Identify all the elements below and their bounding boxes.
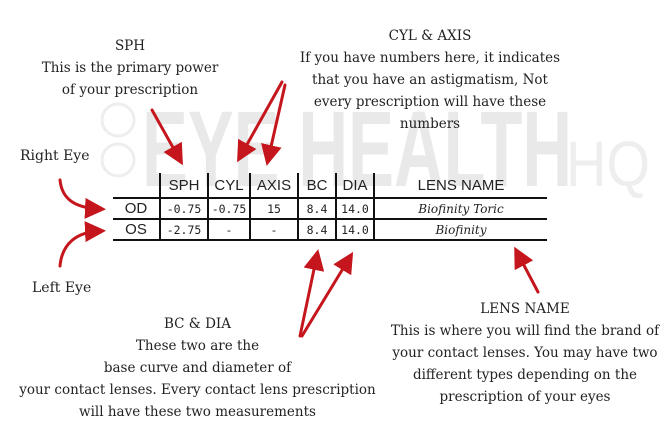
cell-lens-name: Biofinity [374,219,547,240]
header-axis: AXIS [250,173,298,198]
lens-name-callout-line: prescription of your eyes [439,389,611,405]
left-eye-label: Left Eye [32,280,92,296]
cell-axis: - [250,219,298,240]
header-dia: DIA [336,173,374,198]
bc-dia-callout [0,313,395,423]
cell-cyl: - [208,219,250,240]
glasses-outline-icon [102,104,134,176]
cell-cyl: -0.75 [208,198,250,219]
cyl-axis-callout-title: CYL & AXIS [388,28,472,44]
table-corner-cell [113,173,160,198]
table-row-os [113,219,547,240]
cell-bc: 8.4 [298,219,336,240]
header-lens-name: LENS NAME [374,173,547,198]
bc-dia-callout-line: These two are the [135,338,260,354]
sph-callout [30,35,230,101]
bc-dia-callout-line: your contact lenses. Every contact lens prescription [19,382,376,398]
cell-sph: -0.75 [160,198,208,219]
cyl-axis-callout-line: numbers [399,116,461,132]
cell-axis: 15 [250,198,298,219]
right-eye-label: Right Eye [20,148,90,164]
cell-lens-name: Biofinity Toric [374,198,547,219]
header-cyl: CYL [208,173,250,198]
lens-name-callout-line: different types depending on the [412,367,638,383]
sph-callout-line: of your prescription [61,82,199,98]
bc-dia-callout-title: BC & DIA [163,316,231,332]
sph-callout-line: This is the primary power [41,60,219,76]
sph-callout-title: SPH [114,38,146,54]
cell-dia: 14.0 [336,219,374,240]
header-sph: SPH [160,173,208,198]
header-bc: BC [298,173,336,198]
prescription-table [113,173,547,241]
lens-name-callout [375,298,672,408]
watermark-brand-text: EYE HEALTH [142,88,572,209]
table-header-row [113,173,547,198]
cyl-axis-callout [270,25,590,135]
cyl-axis-callout-line: If you have numbers here, it indicates [299,50,561,66]
watermark-suffix-text: HQ [566,128,650,200]
bc-dia-callout-line: base curve and diameter of [103,360,292,376]
cell-eye: OD [124,200,148,217]
cell-eye: OS [125,221,147,238]
cell-sph: -2.75 [160,219,208,240]
cell-bc: 8.4 [298,198,336,219]
lens-name-callout-line: your contact lenses. You may have two [392,345,658,361]
cyl-axis-callout-line: that you have an astigmatism, Not [312,72,548,88]
lens-name-callout-title: LENS NAME [480,301,570,317]
lens-name-callout-line: This is where you will find the brand of [390,323,660,339]
cyl-axis-callout-line: every prescription will have these [313,94,547,110]
cell-dia: 14.0 [336,198,374,219]
bc-dia-callout-line: will have these two measurements [79,404,316,420]
table-row-od [113,198,547,219]
